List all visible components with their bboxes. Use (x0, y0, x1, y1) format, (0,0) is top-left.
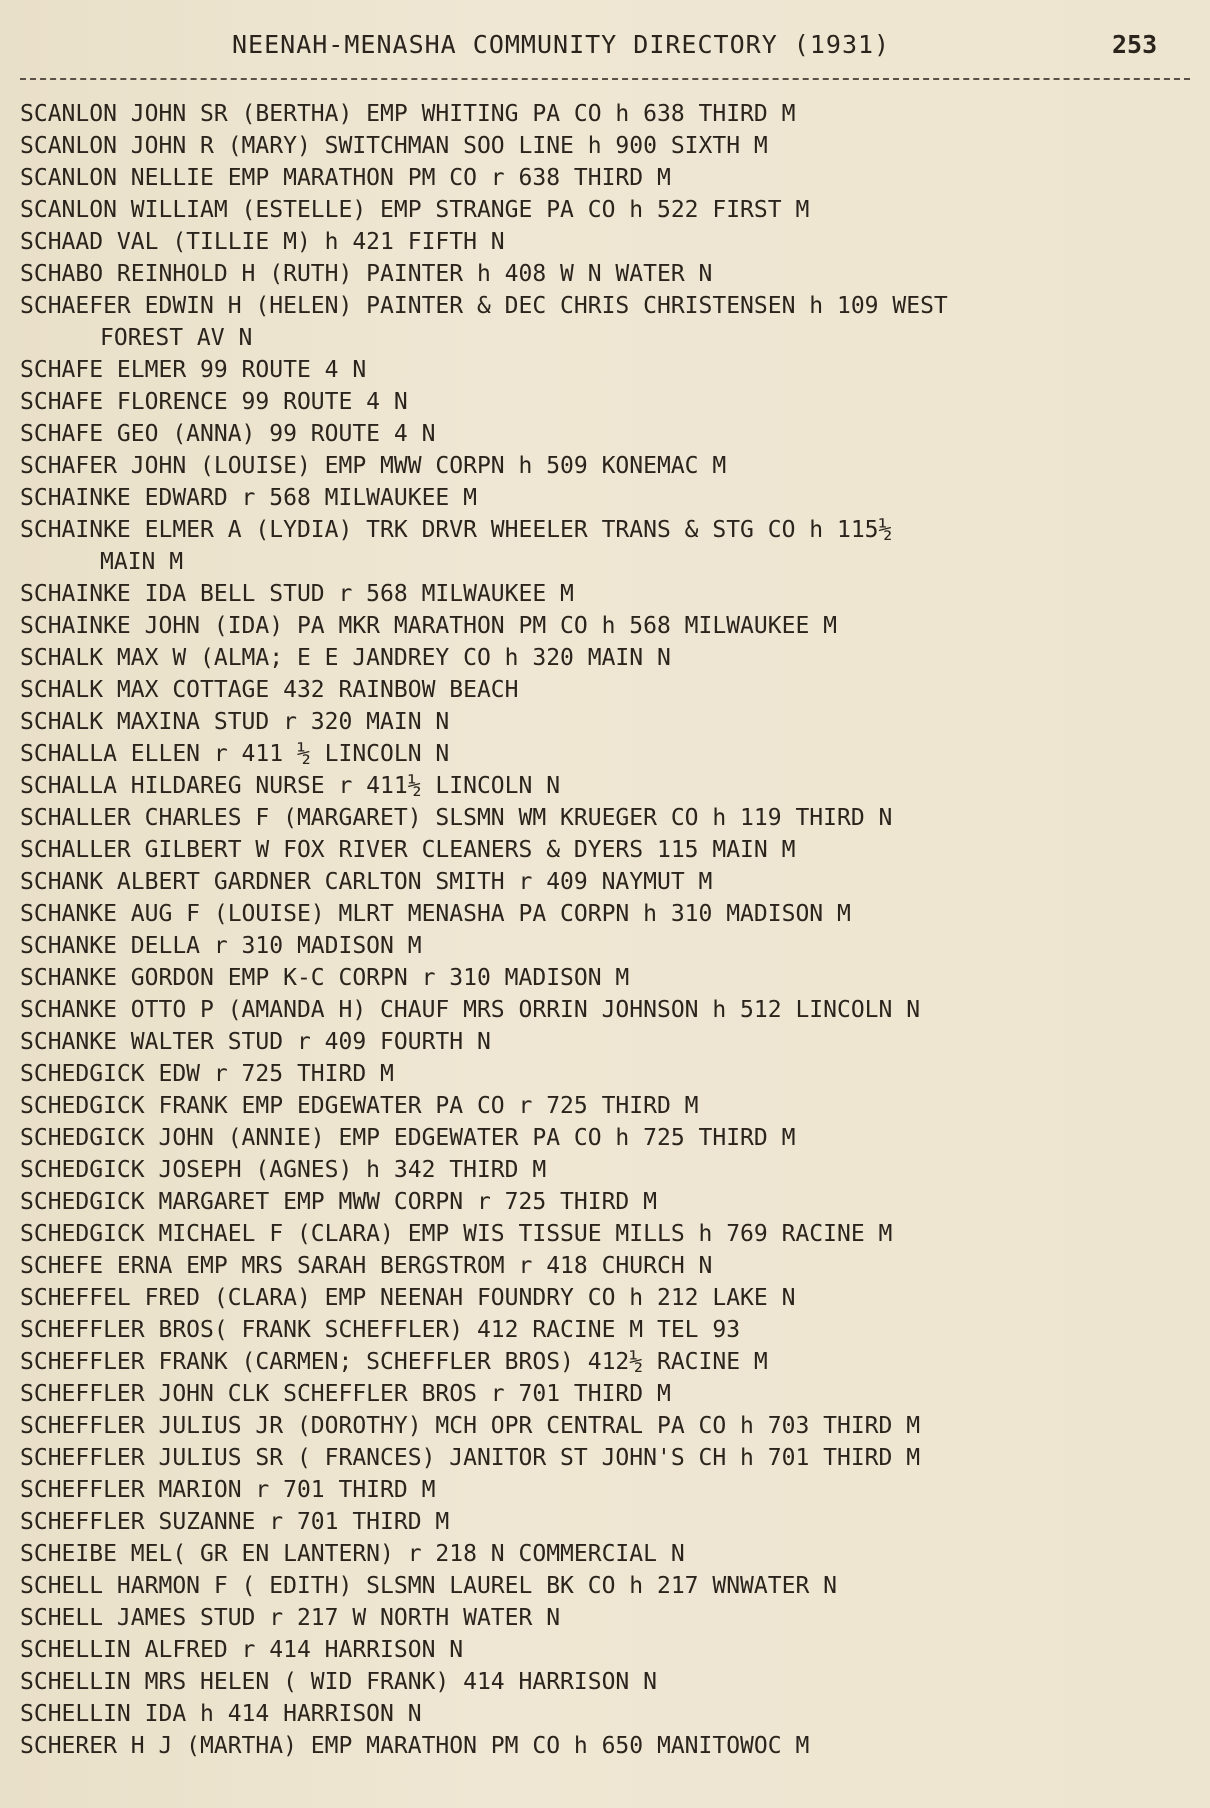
directory-entry: SCHEDGICK MICHAEL F (CLARA) EMP WIS TISSUE MILLS h 769 RACINE M (20, 1221, 893, 1247)
directory-entry: SCHERER H J (MARTHA) EMP MARATHON PM CO h 650 MANITOWOC M (20, 1733, 810, 1759)
directory-entry: SCHAINKE EDWARD r 568 MILWAUKEE M (20, 485, 477, 511)
directory-entry: SCHABO REINHOLD H (RUTH) PAINTER h 408 W N WATER N (20, 261, 713, 287)
directory-entry: SCHEFFEL FRED (CLARA) EMP NEENAH FOUNDRY CO h 212 LAKE N (20, 1285, 796, 1311)
directory-entry: SCHEFFLER SUZANNE r 701 THIRD M (20, 1509, 450, 1535)
directory-entry: SCHANKE DELLA r 310 MADISON M (20, 933, 422, 959)
directory-entry: SCHAAD VAL (TILLIE M) h 421 FIFTH N (20, 229, 505, 255)
directory-entry: SCHALLER GILBERT W FOX RIVER CLEANERS & DYERS 115 MAIN M (20, 837, 796, 863)
directory-entry: SCHEFFLER JULIUS JR (DOROTHY) MCH OPR CENTRAL PA CO h 703 THIRD M (20, 1413, 921, 1439)
directory-entry: SCHAINKE ELMER A (LYDIA) TRK DRVR WHEELER TRANS & STG CO h 115½ (20, 517, 893, 543)
directory-entries (20, 98, 1190, 1762)
directory-entry: SCHAEFER EDWIN H (HELEN) PAINTER & DEC CHRIS CHRISTENSEN h 109 WEST (20, 293, 948, 319)
directory-entry: SCANLON JOHN R (MARY) SWITCHMAN SOO LINE h 900 SIXTH M (20, 133, 768, 159)
directory-entry: SCHALLER CHARLES F (MARGARET) SLSMN WM KRUEGER CO h 119 THIRD N (20, 805, 893, 831)
directory-entry: SCHALLA HILDAREG NURSE r 411½ LINCOLN N (20, 773, 561, 799)
directory-entry: SCHANKE GORDON EMP K-C CORPN r 310 MADISON M (20, 965, 630, 991)
directory-entry-continuation: FOREST AV N (100, 325, 253, 351)
directory-entry: SCANLON WILLIAM (ESTELLE) EMP STRANGE PA CO h 522 FIRST M (20, 197, 810, 223)
directory-entry: SCHEFFLER BROS( FRANK SCHEFFLER) 412 RACINE M TEL 93 (20, 1317, 741, 1343)
directory-entry: SCHEFFLER JOHN CLK SCHEFFLER BROS r 701 THIRD M (20, 1381, 671, 1407)
directory-entry: SCHEDGICK JOHN (ANNIE) EMP EDGEWATER PA CO h 725 THIRD M (20, 1125, 796, 1151)
directory-entry: SCANLON JOHN SR (BERTHA) EMP WHITING PA CO h 638 THIRD M (20, 101, 796, 127)
directory-entry: SCHALK MAX W (ALMA; E E JANDREY CO h 320 MAIN N (20, 645, 671, 671)
directory-entry: SCHELLIN MRS HELEN ( WID FRANK) 414 HARRISON N (20, 1669, 657, 1695)
directory-entry: SCHEIBE MEL( GR EN LANTERN) r 218 N COMMERCIAL N (20, 1541, 685, 1567)
directory-entry: SCHANKE AUG F (LOUISE) MLRT MENASHA PA CORPN h 310 MADISON M (20, 901, 851, 927)
directory-entry: SCHAFE ELMER 99 ROUTE 4 N (20, 357, 367, 383)
directory-entry: SCHEDGICK FRANK EMP EDGEWATER PA CO r 725 THIRD M (20, 1093, 699, 1119)
directory-entry: SCHALK MAXINA STUD r 320 MAIN N (20, 709, 450, 735)
directory-entry: SCHELLIN IDA h 414 HARRISON N (20, 1701, 422, 1727)
directory-entry: SCHANKE WALTER STUD r 409 FOURTH N (20, 1029, 491, 1055)
directory-entry-continuation: MAIN M (100, 549, 184, 575)
directory-entry: SCHAFE GEO (ANNA) 99 ROUTE 4 N (20, 421, 436, 447)
directory-entry: SCHELL JAMES STUD r 217 W NORTH WATER N (20, 1605, 561, 1631)
directory-entry: SCHANK ALBERT GARDNER CARLTON SMITH r 409 NAYMUT M (20, 869, 713, 895)
page-number: 253 (1112, 30, 1158, 59)
directory-entry: SCHAFER JOHN (LOUISE) EMP MWW CORPN h 509 KONEMAC M (20, 453, 727, 479)
header-divider (20, 78, 1190, 80)
directory-entry: SCHEDGICK MARGARET EMP MWW CORPN r 725 THIRD M (20, 1189, 657, 1215)
directory-entry: SCHELL HARMON F ( EDITH) SLSMN LAUREL BK CO h 217 WNWATER N (20, 1573, 837, 1599)
page-header (0, 30, 1210, 70)
directory-entry: SCHEFFLER MARION r 701 THIRD M (20, 1477, 436, 1503)
directory-entry: SCANLON NELLIE EMP MARATHON PM CO r 638 THIRD M (20, 165, 671, 191)
directory-entry: SCHALLA ELLEN r 411 ½ LINCOLN N (20, 741, 450, 767)
directory-entry: SCHANKE OTTO P (AMANDA H) CHAUF MRS ORRIN JOHNSON h 512 LINCOLN N (20, 997, 921, 1023)
directory-entry: SCHEFE ERNA EMP MRS SARAH BERGSTROM r 418 CHURCH N (20, 1253, 713, 1279)
directory-entry: SCHEDGICK EDW r 725 THIRD M (20, 1061, 394, 1087)
directory-entry: SCHAFE FLORENCE 99 ROUTE 4 N (20, 389, 408, 415)
directory-entry: SCHALK MAX COTTAGE 432 RAINBOW BEACH (20, 677, 519, 703)
directory-entry: SCHEFFLER FRANK (CARMEN; SCHEFFLER BROS) 412½ RACINE M (20, 1349, 768, 1375)
directory-entry: SCHEFFLER JULIUS SR ( FRANCES) JANITOR ST JOHN'S CH h 701 THIRD M (20, 1445, 921, 1471)
directory-title: NEENAH-MENASHA COMMUNITY DIRECTORY (1931) (232, 30, 891, 59)
directory-entry: SCHAINKE IDA BELL STUD r 568 MILWAUKEE M (20, 581, 574, 607)
directory-entry: SCHELLIN ALFRED r 414 HARRISON N (20, 1637, 464, 1663)
directory-entry: SCHAINKE JOHN (IDA) PA MKR MARATHON PM CO h 568 MILWAUKEE M (20, 613, 837, 639)
directory-entry: SCHEDGICK JOSEPH (AGNES) h 342 THIRD M (20, 1157, 547, 1183)
